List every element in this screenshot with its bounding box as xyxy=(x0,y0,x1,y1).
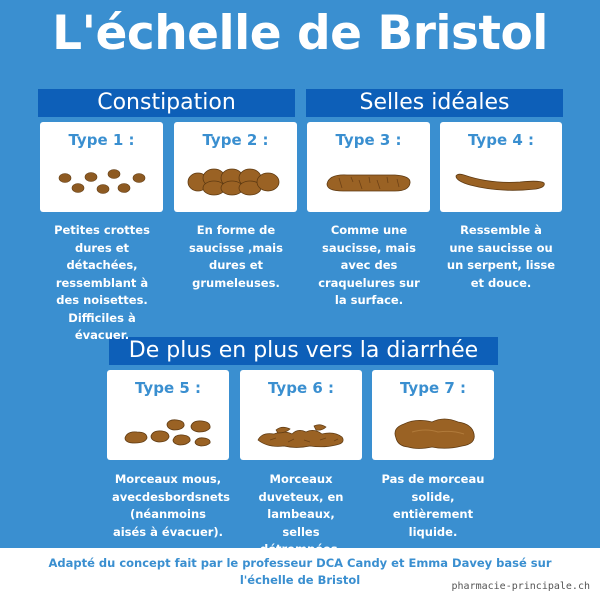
type-3-description: Comme une saucisse, mais avec des craquelures sur la surface. xyxy=(318,223,420,307)
type-4-description: Ressemble à une saucisse ou un serpent, lisse et douce. xyxy=(446,223,556,290)
banner-constipation: Constipation xyxy=(38,89,295,117)
type-4-card xyxy=(440,122,562,212)
page-title: L'échelle de Bristol xyxy=(52,6,548,61)
type-5-title: Type 5 : xyxy=(134,379,202,397)
type-7-card xyxy=(372,370,494,460)
type-6-card xyxy=(240,370,362,460)
type-6-stool-icon xyxy=(240,370,362,460)
type-7-title: Type 7 : xyxy=(399,379,467,397)
type-1-card xyxy=(40,122,163,212)
source-label: pharmacie-principale.ch xyxy=(451,581,590,592)
type-4-title: Type 4 : xyxy=(467,131,535,149)
type-6-title: Type 6 : xyxy=(267,379,335,397)
type-4-stool-icon xyxy=(440,122,562,212)
type-2-description: En forme de saucisse ,mais dures et grumeleuses. xyxy=(189,223,283,290)
type-2-title: Type 2 : xyxy=(202,131,269,149)
type-2-stool-icon xyxy=(174,122,297,212)
type-1-stool-icon xyxy=(40,122,163,212)
type-3-stool-icon xyxy=(307,122,430,212)
type-3-card xyxy=(307,122,430,212)
footer-credit: Adapté du concept fait par le professeur DCA Candy et Emma Davey basé sur l'échelle de Bristol xyxy=(48,556,552,587)
type-6-description: Morceaux duveteux, en lambeaux, selles détrempées. xyxy=(258,472,344,556)
type-3-title: Type 3 : xyxy=(335,131,402,149)
banner-ideal: Selles idéales xyxy=(306,89,563,117)
type-2-card xyxy=(174,122,297,212)
type-5-description: Morceaux mous, avecdesbordsnets (néanmoins aisés à évacuer). xyxy=(112,472,230,539)
type-1-title: Type 1 : xyxy=(68,131,135,149)
type-5-card xyxy=(107,370,229,460)
type-7-description: Pas de morceau solide, entièrement liquide. xyxy=(381,472,485,539)
type-7-stool-icon xyxy=(372,370,494,460)
banner-diarrhea: De plus en plus vers la diarrhée xyxy=(109,337,498,365)
type-5-stool-icon xyxy=(107,370,229,460)
type-1-description: Petites crottes dures et détachées, ressemblant à des noisettes. Difficiles à évacuer. xyxy=(54,223,150,342)
